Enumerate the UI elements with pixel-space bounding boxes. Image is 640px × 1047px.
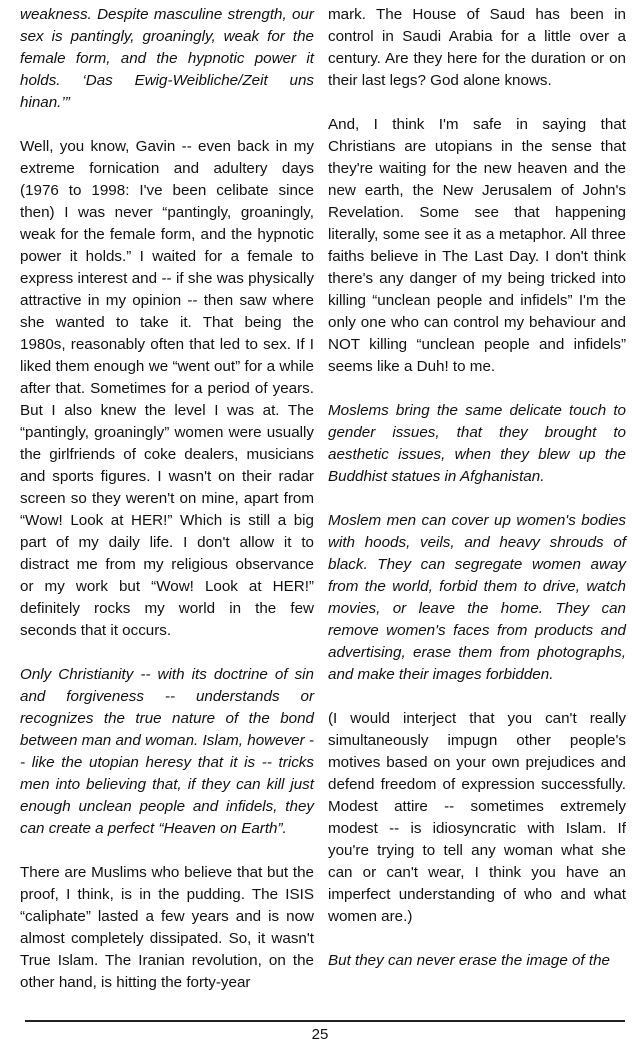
paragraph-quote-moslem-men: Moslem men can cover up women's bodies with hoods, veils, and heavy shrouds of black. They can segregate women away from the world, forbid them to drive, watch movies, or leave the home. They can remove women's faces from products and advertising, erase them from photographs, and make their images forbidden. <box>328 512 626 683</box>
paragraph-quote-gender-issues: Moslems bring the same delicate touch to gender issues, that they brought to aesthetic issues, when they blew up the Buddhist statues in Afghanistan. <box>328 402 626 485</box>
paragraph-quote-weakness: weakness. Despite masculine strength, our sex is pantingly, groaningly, weak for the female form, and the hypnotic power it holds. ‘Das Ewig-Weibliche/Zeit uns hinan.’” <box>20 6 314 111</box>
paragraph-interjection: (I would interject that you can't really simultaneously impugn other people's motives based on your own prejudices and defend freedom of expression successfully. Modest attire -- sometimes extremely modest -- is idiosyncratic with Islam. If you're trying to tell any woman what she can or can't wear, I think you have an imperfect understanding of who and what women are.) <box>328 710 626 925</box>
paragraph-house-of-saud: mark. The House of Saud has been in control in Saudi Arabia for a little over a century. Are they here for the duration or on their last legs? God alone knows. <box>328 6 626 89</box>
right-column <box>328 4 626 994</box>
paragraph-christians-utopians: And, I think I'm safe in saying that Christians are utopians in the sense that they're waiting for the new heaven and the new earth, the New Jerusalem of John's Revelation. Some see that happening literally, some see it as a metaphor. All three faiths believe in The Last Day. I don't think there's any danger of my being tricked into killing “unclean people and infidels” I'm the only one who can control my behaviour and NOT killing “unclean people and infidels” seems like a Duh! to me. <box>328 116 626 375</box>
paragraph-quote-christianity: Only Christianity -- with its doctrine of sin and forgiveness -- understands or recognizes the true nature of the bond between man and woman. Islam, however -- like the utopian heresy that it is -- tricks men into believing that, if they can kill just enough unclean people and infidels, they can create a perfect “Heaven on Earth”. <box>20 666 314 837</box>
page-number: 25 <box>311 1026 329 1043</box>
left-column <box>20 4 314 1016</box>
paragraph-muslims-belief: There are Muslims who believe that but the proof, I think, is in the pudding. The ISIS “caliphate” lasted a few years and is now almost completely dissipated. So, it wasn't True Islam. The Iranian revolution, on the other hand, is hitting the forty-year <box>20 864 314 991</box>
footer-divider <box>25 1020 625 1022</box>
paragraph-reply-gavin: Well, you know, Gavin -- even back in my extreme fornication and adultery days (1976 to 1998: I've been celibate since then) I was never “pantingly, groaningly, weak for the female form, and the hypnotic power it holds.” I waited for a female to express interest and -- if she was physically attractive in my opinion -- then saw where she wanted to take it. That being the 1980s, reasonably often that led to sex. If I liked them enough we “went out” for a while after that. Sometimes for a period of years. But I also knew the level I was at. The “pantingly, groaningly” women were usually the girlfriends of coke dealers, musicians and sports figures. I wasn't on their radar screen so they weren't on mine, apart from “Wow! Look at HER!” Which is still a big part of my daily life. I don't allow it to distract me from my religious observance or my work but “Wow! Look at HER!” definitely rocks my world in the few seconds that it occurs. <box>20 138 314 639</box>
paragraph-quote-erase-image: But they can never erase the image of the <box>328 952 610 969</box>
